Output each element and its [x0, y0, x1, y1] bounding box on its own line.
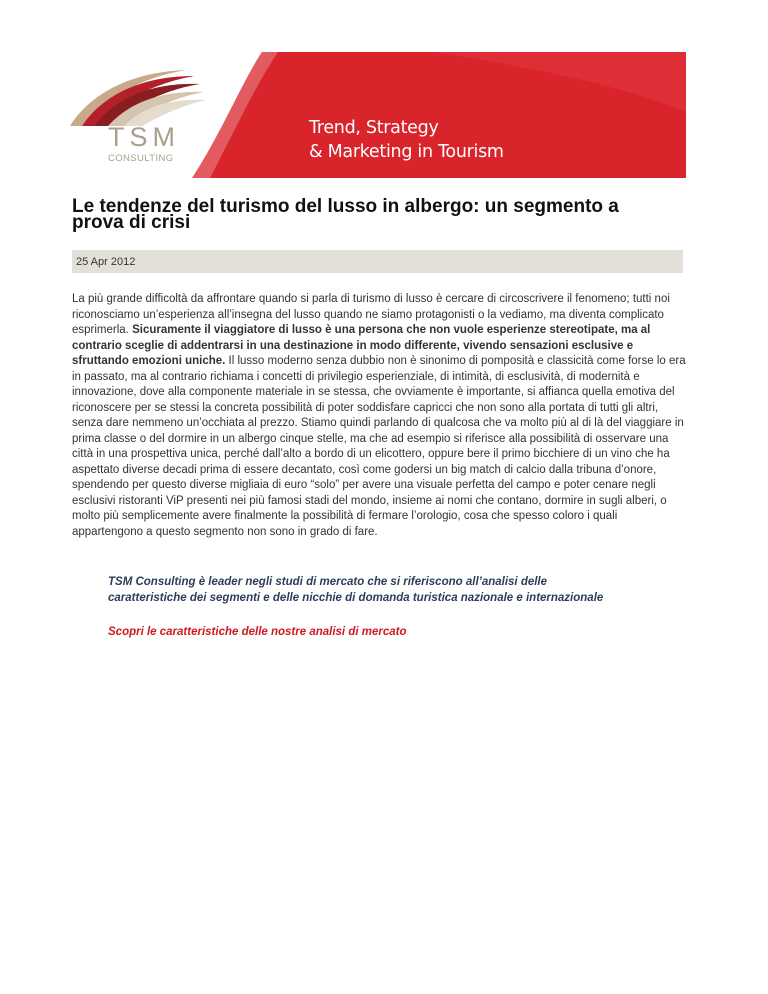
- date-bar: [72, 250, 683, 273]
- page-header: [64, 52, 686, 178]
- logo-wordmark: TSM: [108, 122, 180, 152]
- tagline-line-2: & Marketing in Tourism: [309, 142, 504, 162]
- header-tagline: [309, 116, 504, 164]
- logo-subtext: CONSULTING: [108, 153, 174, 164]
- body-rest: Il lusso moderno senza dubbio non è sinonimo di pomposità e classicità come forse lo era in passato, ma al contrario richiama i concetti di privilegio esperienziale, di intimità, di esclusività, di modernità e innovazione, dove alla componente materiale in se stessa, che ovviamente è importante, si affianca quella emotiva del riconoscere per se stessi la concreta possibilità di poter soddisfare capricci che non sono alla portata di tutti gli altri, senza dare nemmeno un’occhiata al prezzo. Stiamo quindi parlando di qualcosa che va molto più al di là del viaggiare in prima classe o del dormire in un albergo cinque stelle, ma che ad esempio si riferisce alla possibilità di osservare una città in una prospettiva unica, perché dall’alto a bordo di un elicottero, oppure bere il primo bicchiere di un vino che ha aspettato diverse decadi prima di essere decantato, così come godersi un big match di calcio dalla tribuna d’onore, spendendo per questo diverse migliaia di euro “solo” per avere una visuale perfetta del campo e poter cenare negli esclusivi ristoranti ViP presenti nei più famosi stadi del mondo, insieme ai nomi che contano, dormire in sugli alberi, o molto più semplicemente avere finalmente la possibilità di fermare l’orologio, cosa che spesso coloro i quali appartengono a questo segmento non sono in grado di fare.: [72, 355, 686, 538]
- body-intro: La più grande difficoltà da affrontare quando si parla di turismo di lusso è cercare di circoscrivere il fenomeno; tutti noi riconosciamo un’esperienza all’insegna del lusso quando ne siamo protagonisti o la vediamo, ma diventa complicato esprimerla.: [72, 293, 670, 336]
- header-banner: [192, 52, 686, 178]
- article-date: 25 Apr 2012: [76, 256, 136, 268]
- company-statement: TSM Consulting è leader negli studi di mercato che si riferiscono all’analisi delle caratteristiche dei segmenti e delle nicchie di domanda turistica nazionale e internazionale: [108, 576, 604, 604]
- article-title: Le tendenze del turismo del lusso in albergo: un segmento a prova di crisi: [72, 196, 619, 233]
- market-analysis-link[interactable]: Scopri le caratteristiche delle nostre analisi di mercato: [108, 626, 407, 638]
- body-highlight: Sicuramente il viaggiatore di lusso è una persona che non vuole esperienze stereotipate, ma al contrario sceglie di addentrarsi in una destinazione in modo differente, vivendo sensazioni esclusive e sfruttando emozioni uniche.: [72, 324, 651, 367]
- tagline-line-1: Trend, Strategy: [309, 118, 439, 138]
- article-body: [72, 292, 690, 540]
